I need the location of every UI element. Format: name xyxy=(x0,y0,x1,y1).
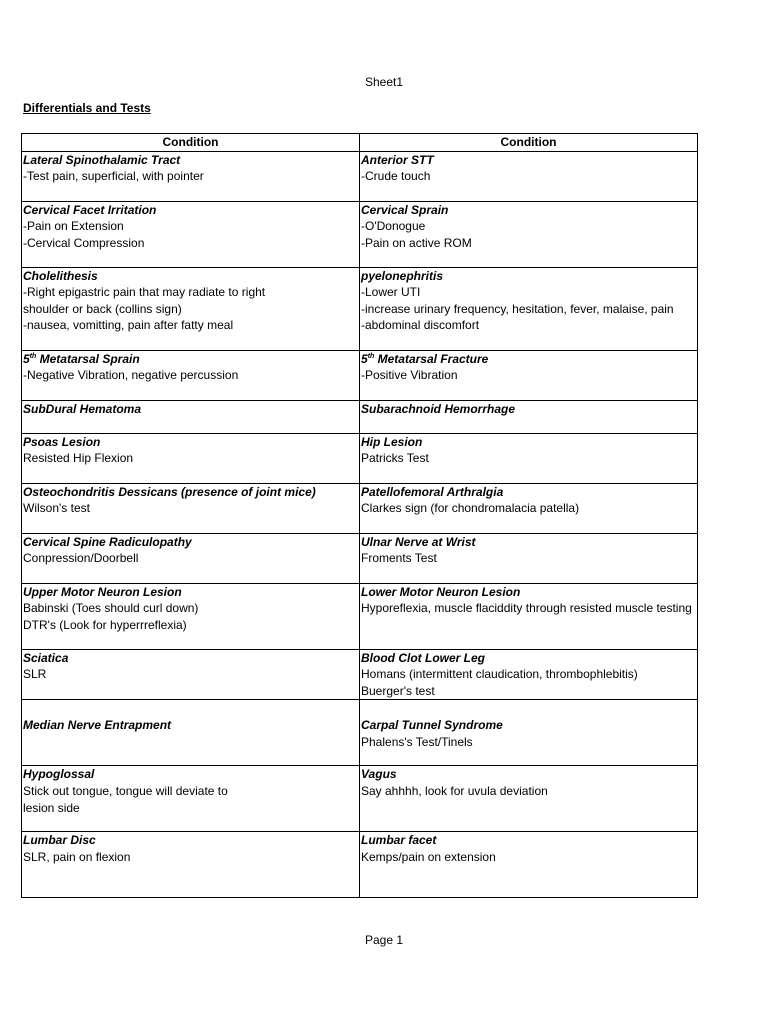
condition-cell-right xyxy=(360,151,698,201)
table-row xyxy=(22,433,698,483)
condition-cell-left xyxy=(22,350,360,400)
test-description: shoulder or back (collins sign) xyxy=(23,301,182,316)
table-row xyxy=(22,350,698,400)
condition-title: Upper Motor Neuron Lesion xyxy=(23,584,182,599)
condition-name xyxy=(361,152,696,169)
condition-title: Carpal Tunnel Syndrome xyxy=(361,717,503,732)
condition-name xyxy=(361,650,696,667)
condition-name xyxy=(23,351,358,368)
condition-cell-left xyxy=(22,766,360,832)
condition-name xyxy=(23,534,358,551)
test-description: -Crude touch xyxy=(361,169,431,184)
test-description: -O'Donogue xyxy=(361,219,426,234)
condition-cell-left xyxy=(22,583,360,649)
condition-name xyxy=(23,152,358,169)
test-description: -Pain on Extension xyxy=(23,219,124,234)
test-description: Buerger's test xyxy=(361,683,435,698)
condition-cell-left xyxy=(22,267,360,350)
test-description: Froments Test xyxy=(361,551,437,566)
test-description: Hyporeflexia, muscle flaciddity through resisted muscle testing xyxy=(361,601,692,616)
blank-line xyxy=(361,700,696,717)
table-row xyxy=(22,533,698,583)
condition-title: SubDural Hematoma xyxy=(23,401,142,416)
condition-title: Sciatica xyxy=(23,650,69,665)
condition-cell-right xyxy=(360,350,698,400)
test-description: -Pain on active ROM xyxy=(361,235,472,250)
condition-number: 5 xyxy=(23,351,30,366)
condition-cell-left xyxy=(22,433,360,483)
condition-name xyxy=(361,434,696,451)
condition-title: Vagus xyxy=(361,767,397,782)
condition-name xyxy=(361,832,696,849)
condition-title: Median Nerve Entrapment xyxy=(23,717,172,732)
document-heading: Differentials and Tests xyxy=(23,101,151,115)
condition-title: Hip Lesion xyxy=(361,434,423,449)
table-row xyxy=(22,649,698,700)
condition-title: Blood Clot Lower Leg xyxy=(361,650,485,665)
condition-name xyxy=(23,484,358,501)
condition-cell-left xyxy=(22,649,360,700)
condition-cell-left xyxy=(22,151,360,201)
test-description: Homans (intermittent claudication, thrombophlebitis) xyxy=(361,667,638,682)
condition-cell-left xyxy=(22,201,360,267)
test-description: Stick out tongue, tongue will deviate to xyxy=(23,783,228,798)
condition-name xyxy=(361,351,696,368)
table-row xyxy=(22,483,698,533)
column-header-left: Condition xyxy=(22,134,360,152)
condition-title: Osteochondritis Dessicans (presence of joint mice) xyxy=(23,484,316,499)
condition-title: Lower Motor Neuron Lesion xyxy=(361,584,521,599)
test-description: Say ahhhh, look for uvula deviation xyxy=(361,783,548,798)
test-description: SLR xyxy=(23,667,47,682)
condition-title: Metatarsal Fracture xyxy=(374,351,489,366)
table-row xyxy=(22,583,698,649)
condition-title: pyelonephritis xyxy=(361,268,444,283)
ordinal-suffix: th xyxy=(29,352,37,360)
condition-title: Cervical Facet Irritation xyxy=(23,202,157,217)
condition-title: Cervical Spine Radiculopathy xyxy=(23,534,192,549)
condition-name xyxy=(23,832,358,849)
table-row xyxy=(22,832,698,898)
ordinal-suffix: th xyxy=(367,352,375,360)
blank-line xyxy=(23,700,358,717)
table-row xyxy=(22,267,698,350)
condition-title: Cervical Sprain xyxy=(361,202,449,217)
test-description: lesion side xyxy=(23,800,80,815)
condition-name xyxy=(361,401,696,418)
test-description: -increase urinary frequency, hesitation, fever, malaise, pain xyxy=(361,301,674,316)
test-description: Phalens's Test/Tinels xyxy=(361,734,473,749)
condition-name xyxy=(361,484,696,501)
condition-title: Lumbar Disc xyxy=(23,833,96,848)
condition-name xyxy=(23,268,358,285)
condition-cell-right xyxy=(360,583,698,649)
test-description: Conpression/Doorbell xyxy=(23,551,139,566)
condition-cell-left xyxy=(22,400,360,433)
condition-title: Ulnar Nerve at Wrist xyxy=(361,534,476,549)
page-number: Page 1 xyxy=(364,933,404,947)
test-description: -Test pain, superficial, with pointer xyxy=(23,169,204,184)
condition-title: Anterior STT xyxy=(361,152,434,167)
condition-cell-right xyxy=(360,201,698,267)
condition-title: Hypoglossal xyxy=(23,767,95,782)
test-description: SLR, pain on flexion xyxy=(23,849,131,864)
condition-name xyxy=(361,202,696,219)
test-description: Patricks Test xyxy=(361,451,429,466)
test-description: -Positive Vibration xyxy=(361,368,458,383)
condition-name xyxy=(23,434,358,451)
table-row xyxy=(22,151,698,201)
condition-cell-right xyxy=(360,483,698,533)
table-row xyxy=(22,201,698,267)
test-description: Babinski (Toes should curl down) xyxy=(23,601,199,616)
test-description: Wilson's test xyxy=(23,501,90,516)
table-row xyxy=(22,766,698,832)
condition-title: Cholelithesis xyxy=(23,268,98,283)
condition-name xyxy=(361,766,696,783)
condition-cell-right xyxy=(360,832,698,898)
condition-cell-left xyxy=(22,533,360,583)
condition-title: Subarachnoid Hemorrhage xyxy=(361,401,516,416)
condition-cell-right xyxy=(360,700,698,766)
column-header-right: Condition xyxy=(360,134,698,152)
test-description: -abdominal discomfort xyxy=(361,318,480,333)
condition-number: 5 xyxy=(361,351,368,366)
table-body xyxy=(22,151,698,898)
condition-cell-right xyxy=(360,433,698,483)
condition-name xyxy=(361,717,696,734)
test-description: -Right epigastric pain that may radiate to right xyxy=(23,285,266,300)
test-description: Resisted Hip Flexion xyxy=(23,451,134,466)
test-description: Kemps/pain on extension xyxy=(361,849,496,864)
condition-name xyxy=(23,650,358,667)
condition-cell-right xyxy=(360,400,698,433)
table-row xyxy=(22,700,698,766)
condition-name xyxy=(23,766,358,783)
condition-title: Patellofemoral Arthralgia xyxy=(361,484,504,499)
condition-cell-right xyxy=(360,649,698,700)
condition-title: Lateral Spinothalamic Tract xyxy=(23,152,181,167)
condition-cell-left xyxy=(22,483,360,533)
condition-title: Lumbar facet xyxy=(361,833,437,848)
condition-name xyxy=(361,534,696,551)
condition-cell-right xyxy=(360,267,698,350)
test-description: -nausea, vomitting, pain after fatty meal xyxy=(23,318,234,333)
sheet-title: Sheet1 xyxy=(364,75,404,89)
test-description: Clarkes sign (for chondromalacia patella) xyxy=(361,501,580,516)
table-row xyxy=(22,400,698,433)
condition-name xyxy=(23,202,358,219)
condition-name xyxy=(361,268,696,285)
condition-cell-left xyxy=(22,700,360,766)
condition-cell-right xyxy=(360,766,698,832)
condition-name xyxy=(23,584,358,601)
table-header-row xyxy=(22,134,698,152)
differentials-table xyxy=(21,133,698,898)
test-description: -Lower UTI xyxy=(361,285,421,300)
condition-cell-left xyxy=(22,832,360,898)
test-description: DTR's (Look for hyperrreflexia) xyxy=(23,617,187,632)
condition-cell-right xyxy=(360,533,698,583)
condition-name xyxy=(23,717,358,734)
condition-title: Metatarsal Sprain xyxy=(36,351,140,366)
condition-name xyxy=(23,401,358,418)
test-description: -Negative Vibration, negative percussion xyxy=(23,368,239,383)
test-description: -Cervical Compression xyxy=(23,235,145,250)
condition-title: Psoas Lesion xyxy=(23,434,101,449)
condition-name xyxy=(361,584,696,601)
